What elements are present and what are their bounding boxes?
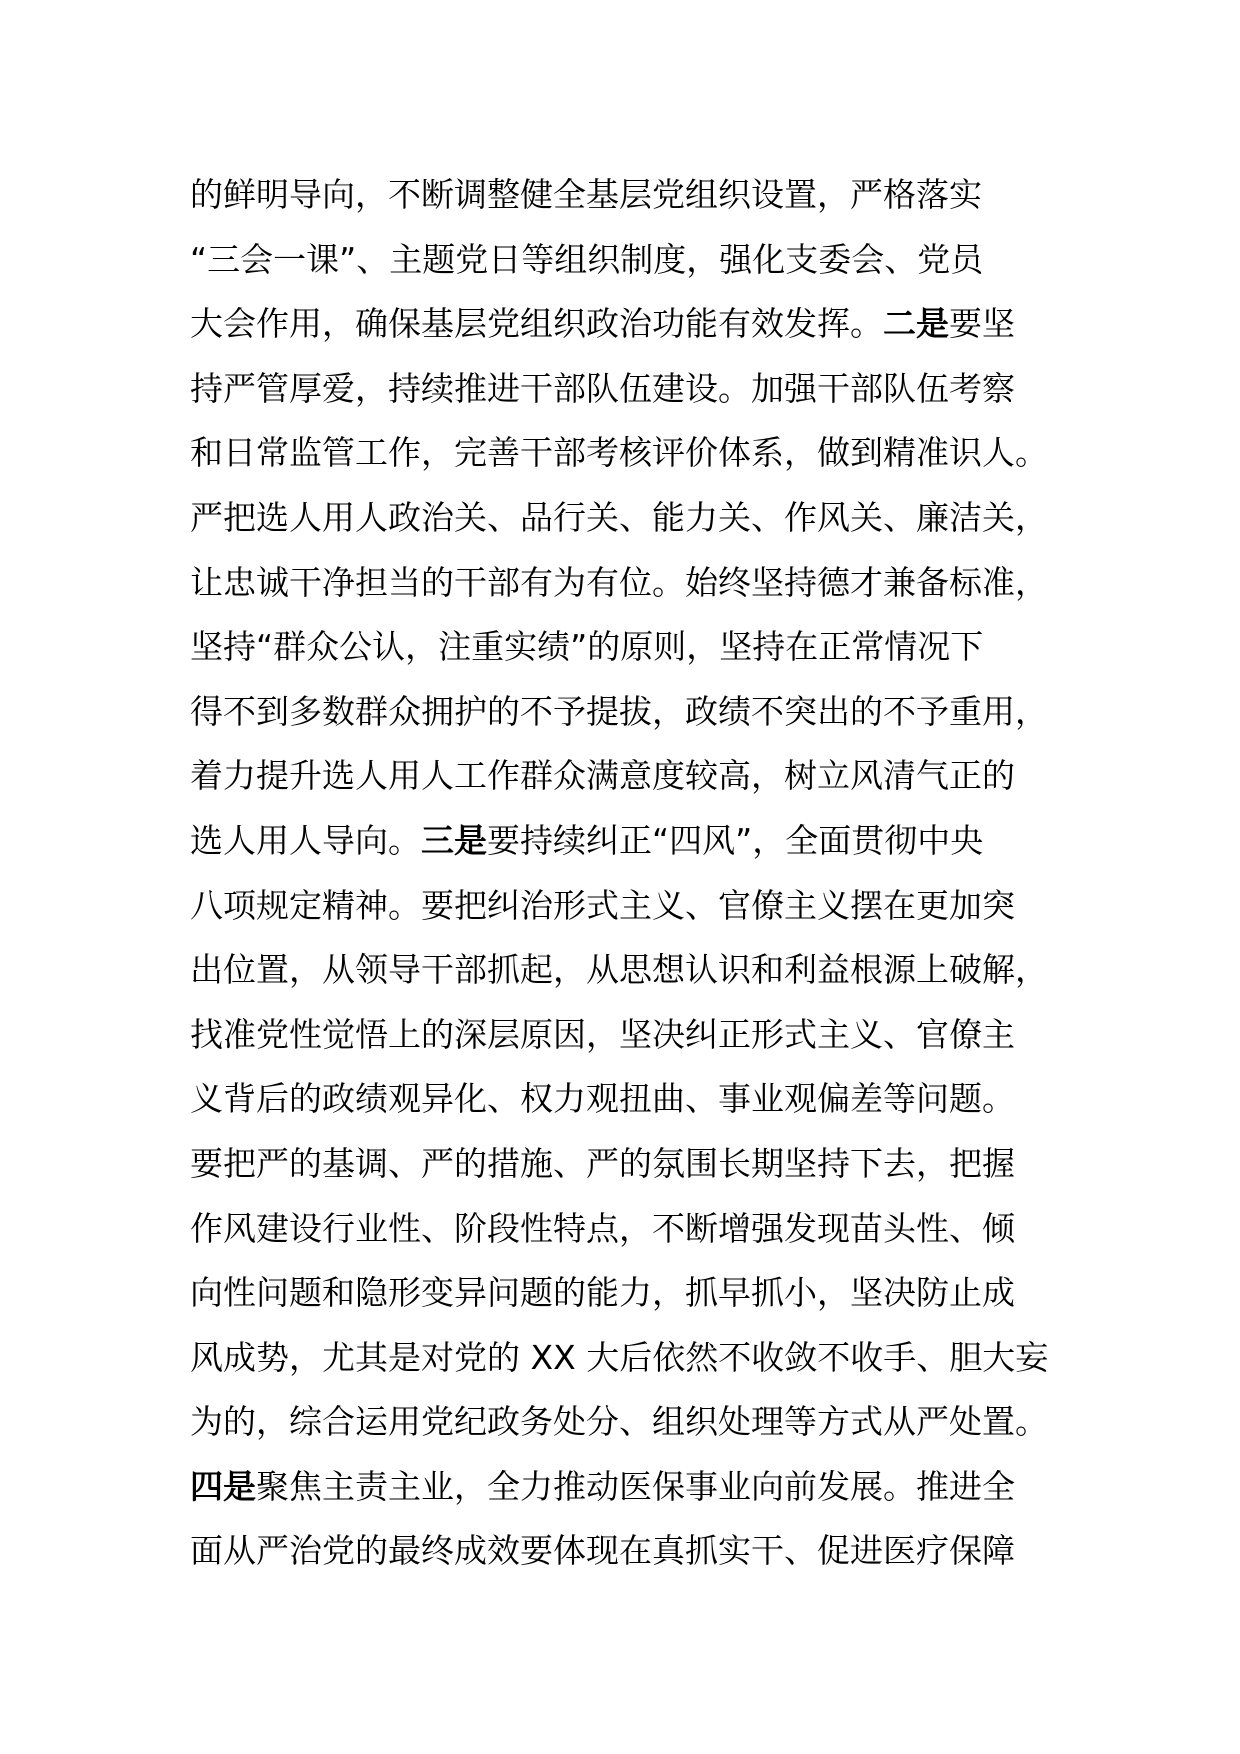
text-line xyxy=(190,1067,1070,1132)
text-segment: 大会作用，确保基层党组织政治功能有效发挥。 xyxy=(190,304,883,344)
text-segment: 的鲜明导向，不断调整健全基层党组织设置，严格落实 xyxy=(190,175,982,214)
text-segment: 要持续纠正“四风”，全面贯彻中央 xyxy=(487,820,984,860)
text-line xyxy=(190,292,1070,357)
text-line xyxy=(190,1261,1070,1326)
text-segment: 八项规定精神。要把纠治形式主义、官僚主义摆在更加突 xyxy=(190,885,1015,925)
text-segment: 和日常监管工作，完善干部考核评价体系，做到精准识人。 xyxy=(190,433,1048,473)
text-line xyxy=(190,1326,1070,1391)
text-segment: 坚持“群众公认，注重实绩”的原则，坚持在正常情况下 xyxy=(190,627,984,667)
text-line xyxy=(190,615,1070,680)
text-segment: 让忠诚干净担当的干部有为有位。始终坚持德才兼备标准， xyxy=(190,562,1048,602)
text-segment: 选人用人导向。 xyxy=(190,820,421,860)
bold-lead-phrase: 三是 xyxy=(421,820,487,860)
text-segment: 作风建设行业性、阶段性特点，不断增强发现苗头性、倾 xyxy=(190,1208,1015,1248)
text-line xyxy=(190,1455,1070,1520)
text-segment: 持严管厚爱，持续推进干部队伍建设。加强干部队伍考察 xyxy=(190,368,1015,408)
text-line xyxy=(190,809,1070,874)
text-segment: 义背后的政绩观异化、权力观扭曲、事业观偏差等问题。 xyxy=(190,1079,1015,1119)
text-line xyxy=(190,1519,1070,1584)
text-segment: 严把选人用人政治关、品行关、能力关、作风关、廉洁关， xyxy=(190,497,1048,537)
text-segment: 要坚 xyxy=(949,304,1015,344)
text-line xyxy=(190,228,1070,293)
text-segment: 向性问题和隐形变异问题的能力，抓早抓小，坚决防止成 xyxy=(190,1273,1015,1313)
text-segment: 要把严的基调、严的措施、严的氛围长期坚持下去，把握 xyxy=(190,1143,1015,1183)
text-line xyxy=(190,1003,1070,1068)
text-line xyxy=(190,1132,1070,1197)
text-segment: 得不到多数群众拥护的不予提拔，政绩不突出的不予重用， xyxy=(190,691,1048,731)
text-line xyxy=(190,357,1070,422)
text-line xyxy=(190,938,1070,1003)
text-segment: 风成势，尤其是对党的 XX 大后依然不收敛不收手、胆大妄 xyxy=(190,1337,1049,1377)
bold-lead-phrase: 四是 xyxy=(190,1466,256,1506)
text-line xyxy=(190,551,1070,616)
text-segment: 找准党性觉悟上的深层原因，坚决纠正形式主义、官僚主 xyxy=(190,1014,1015,1054)
text-line xyxy=(190,744,1070,809)
text-line xyxy=(190,421,1070,486)
text-line xyxy=(190,1197,1070,1262)
bold-lead-phrase: 二是 xyxy=(883,304,949,344)
text-segment: 出位置，从领导干部抓起，从思想认识和利益根源上破解， xyxy=(190,950,1048,990)
text-line xyxy=(190,680,1070,745)
text-segment: 聚焦主责主业，全力推动医保事业向前发展。推进全 xyxy=(256,1466,1015,1506)
text-line xyxy=(190,486,1070,551)
text-line xyxy=(190,1390,1070,1455)
text-segment: 面从严治党的最终成效要体现在真抓实干、促进医疗保障 xyxy=(190,1531,1015,1571)
body-text xyxy=(190,163,1070,1584)
text-segment: “三会一课”、主题党日等组织制度，强化支委会、党员 xyxy=(190,239,984,279)
text-line xyxy=(190,163,1070,228)
text-line xyxy=(190,874,1070,939)
text-segment: 为的，综合运用党纪政务处分、组织处理等方式从严处置。 xyxy=(190,1402,1048,1442)
text-segment: 着力提升选人用人工作群众满意度较高，树立风清气正的 xyxy=(190,756,1015,796)
